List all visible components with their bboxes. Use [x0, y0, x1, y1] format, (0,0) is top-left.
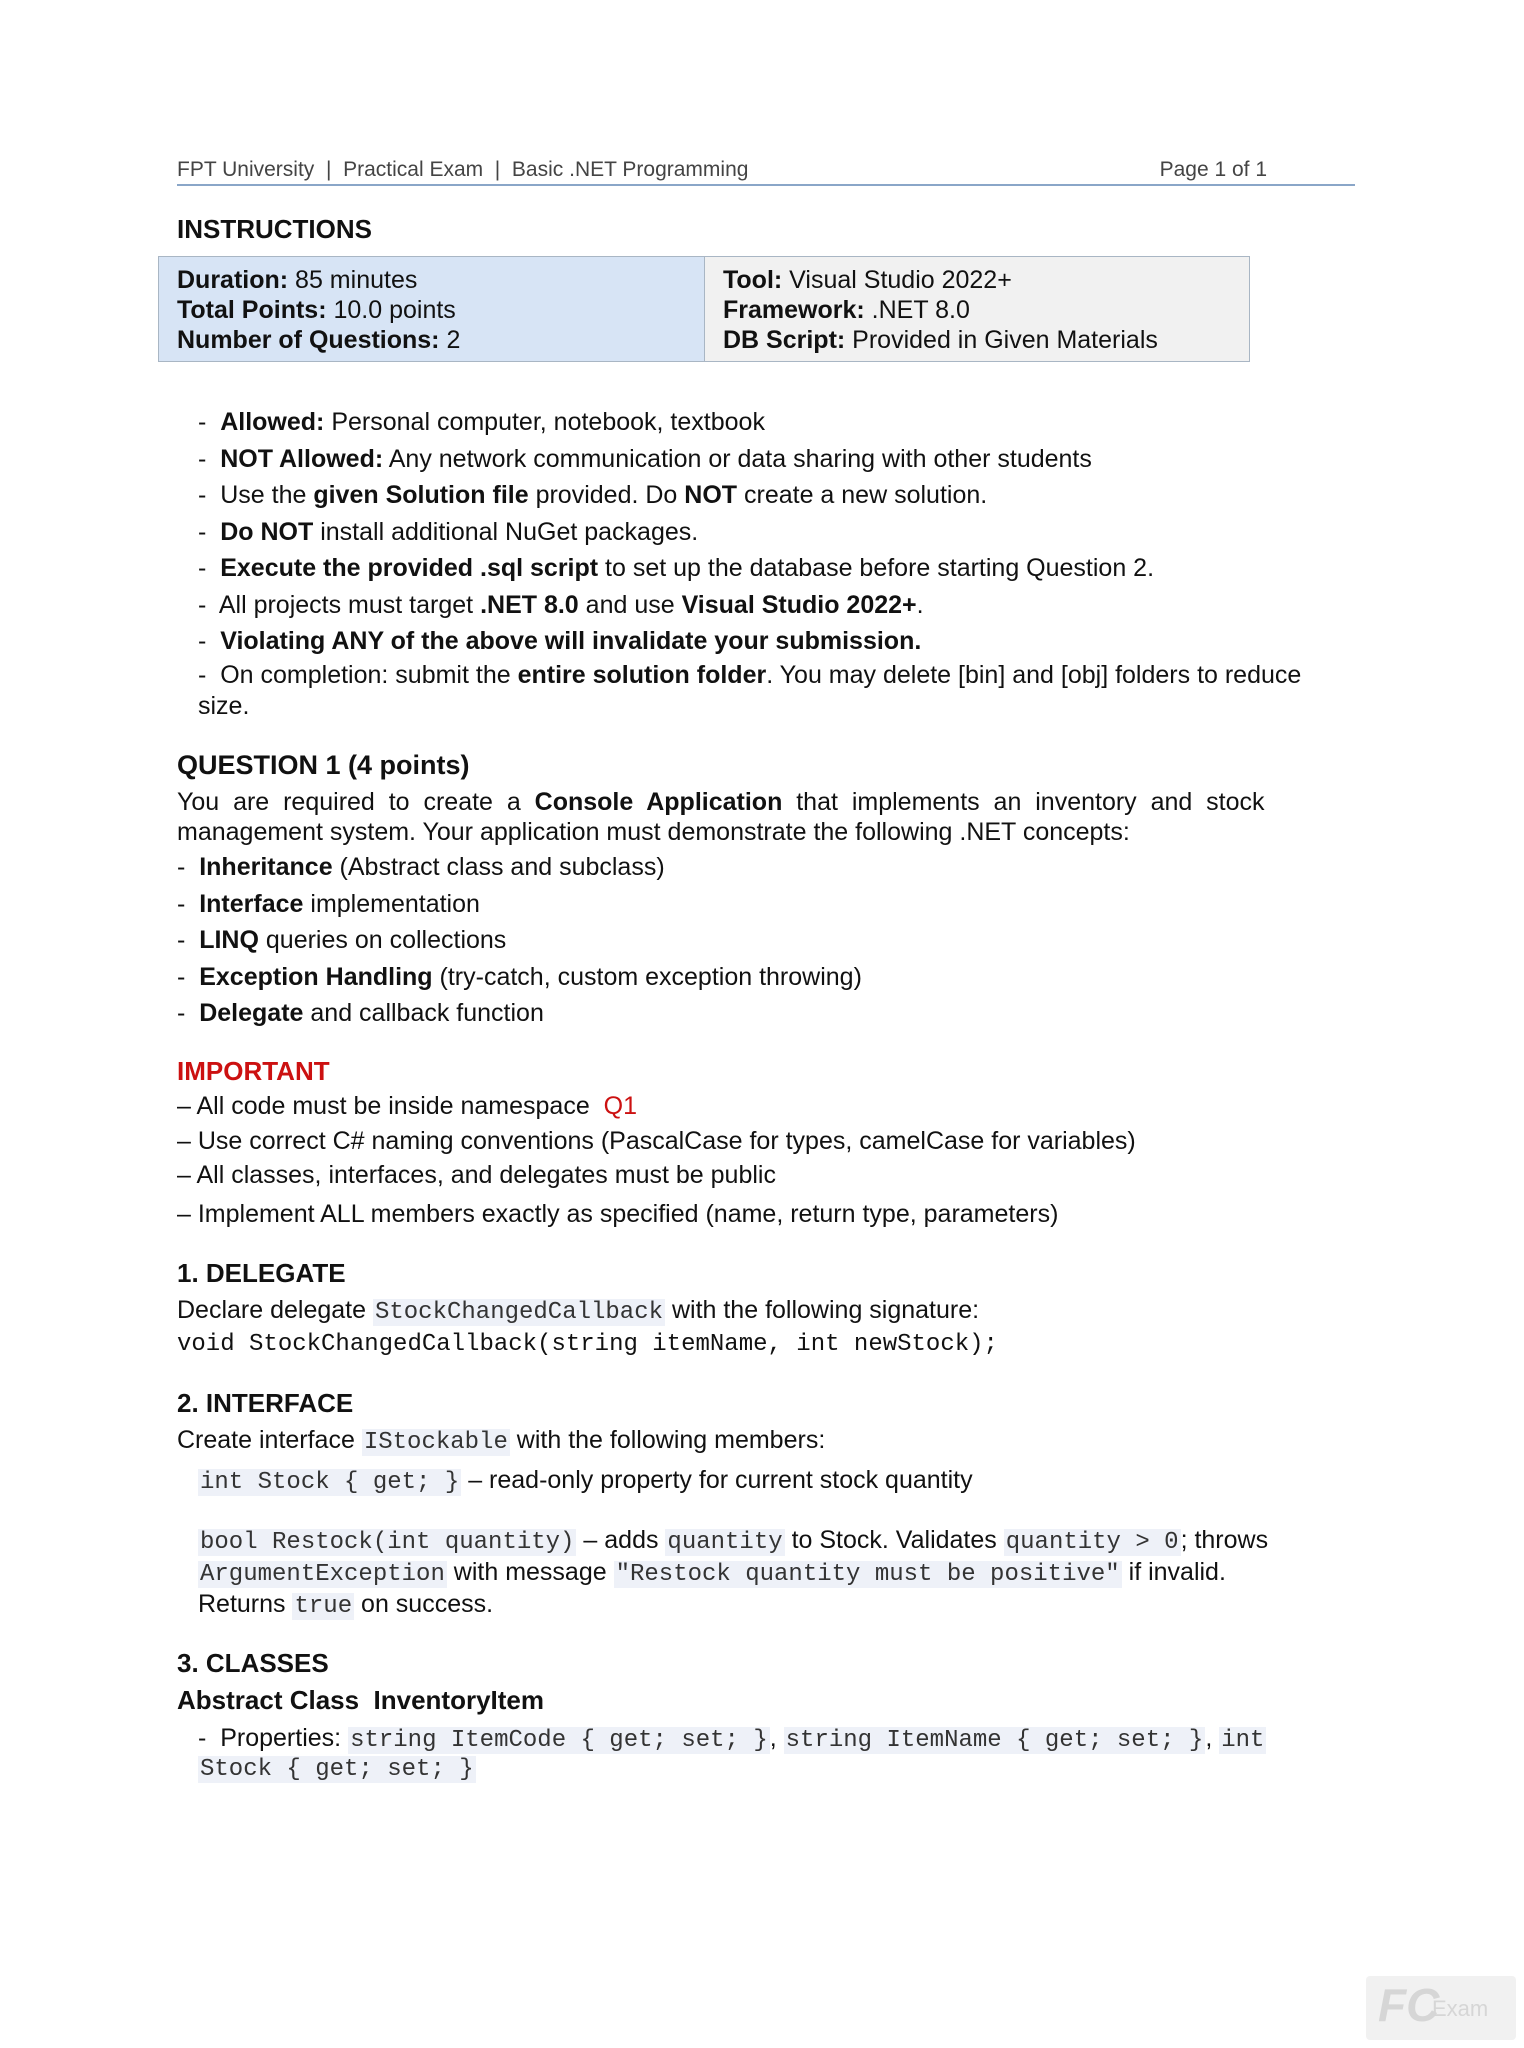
- page-header: [177, 158, 1355, 186]
- interface-member-restock-line2: ArgumentException with message "Restock quantity must be positive" if invalid.: [200, 1558, 1226, 1588]
- classes-title: 3. CLASSES: [177, 1648, 329, 1678]
- abstract-class-properties: - Properties: string ItemCode { get; set; }, string ItemName { get; set; }, int: [198, 1724, 1265, 1754]
- instructions-title: INSTRUCTIONS: [177, 214, 372, 244]
- interface-title: 2. INTERFACE: [177, 1388, 354, 1418]
- page-number: Page 1 of 1: [1159, 158, 1267, 181]
- interface-description: Create interface IStockable with the following members:: [177, 1426, 826, 1456]
- interface-member-restock-line3: Returns true on success.: [198, 1590, 494, 1620]
- rule-item: - Violating ANY of the above will invalidate your submission.: [198, 627, 922, 655]
- interface-member-stock: int Stock { get; } – read-only property for current stock quantity: [200, 1466, 973, 1496]
- concept-item: - Inheritance (Abstract class and subclass): [177, 853, 665, 881]
- concept-item: - Interface implementation: [177, 889, 480, 918]
- rule-item: - Execute the provided .sql script to set up the database before starting Question 2.: [198, 554, 1155, 582]
- rule-item-continuation: size.: [198, 691, 250, 720]
- total-points-row: Total Points: 10.0 points: [177, 296, 456, 324]
- question-1-intro: You are required to create a Console Application that implements an inventory and stock: [177, 788, 1265, 816]
- delegate-signature: void StockChangedCallback(string itemName, int newStock);: [177, 1331, 998, 1358]
- rule-item: - Allowed: Personal computer, notebook, textbook: [198, 408, 765, 436]
- concept-item: - LINQ queries on collections: [177, 926, 507, 954]
- delegate-title: 1. DELEGATE: [177, 1258, 346, 1288]
- rule-item: - On completion: submit the entire solution folder. You may delete [bin] and [obj] folders to reduce: [198, 660, 1302, 689]
- abstract-class-properties-line2: Stock { get; set; }: [200, 1756, 474, 1783]
- question-count-row: Number of Questions: 2: [177, 326, 461, 354]
- important-naming: – Use correct C# naming conventions (PascalCase for types, camelCase for variables): [177, 1127, 1136, 1155]
- tool-info-box: [704, 256, 1250, 362]
- interface-member-restock: bool Restock(int quantity) – adds quantity to Stock. Validates quantity > 0; throws: [200, 1526, 1269, 1556]
- question-1-intro-line2: management system. Your application must demonstrate the following .NET concepts:: [177, 818, 1130, 846]
- db-script-row: DB Script: Provided in Given Materials: [723, 326, 1158, 354]
- header-course: FPT University | Practical Exam | Basic .NET Programming: [177, 158, 749, 181]
- concept-item: - Exception Handling (try-catch, custom exception throwing): [177, 962, 862, 991]
- framework-row: Framework: .NET 8.0: [723, 296, 970, 324]
- abstract-class-title: Abstract Class InventoryItem: [177, 1685, 545, 1715]
- delegate-description: Declare delegate StockChangedCallback with the following signature:: [177, 1296, 980, 1326]
- duration-row: Duration: 85 minutes: [177, 266, 418, 294]
- rule-item: - NOT Allowed: Any network communication or data sharing with other students: [198, 444, 1092, 473]
- important-title: IMPORTANT: [177, 1056, 330, 1086]
- important-namespace: – All code must be inside namespace Q1: [177, 1092, 637, 1120]
- question-1-title: QUESTION 1 (4 points): [177, 750, 470, 780]
- rule-item: - Use the given Solution file provided. Do NOT create a new solution.: [198, 481, 988, 509]
- rule-item: - Do NOT install additional NuGet packages.: [198, 517, 699, 546]
- rules-list: [198, 404, 1358, 721]
- concept-item: - Delegate and callback function: [177, 999, 544, 1027]
- important-members: – Implement ALL members exactly as specified (name, return type, parameters): [177, 1200, 1059, 1228]
- concepts-list: [177, 849, 862, 1032]
- exam-watermark-logo: FC Exam: [1366, 1976, 1516, 2040]
- tool-row: Tool: Visual Studio 2022+: [723, 266, 1012, 294]
- rule-item: - All projects must target .NET 8.0 and use Visual Studio 2022+.: [198, 590, 924, 619]
- important-public: – All classes, interfaces, and delegates must be public: [177, 1161, 776, 1189]
- exam-info-box: [158, 256, 706, 362]
